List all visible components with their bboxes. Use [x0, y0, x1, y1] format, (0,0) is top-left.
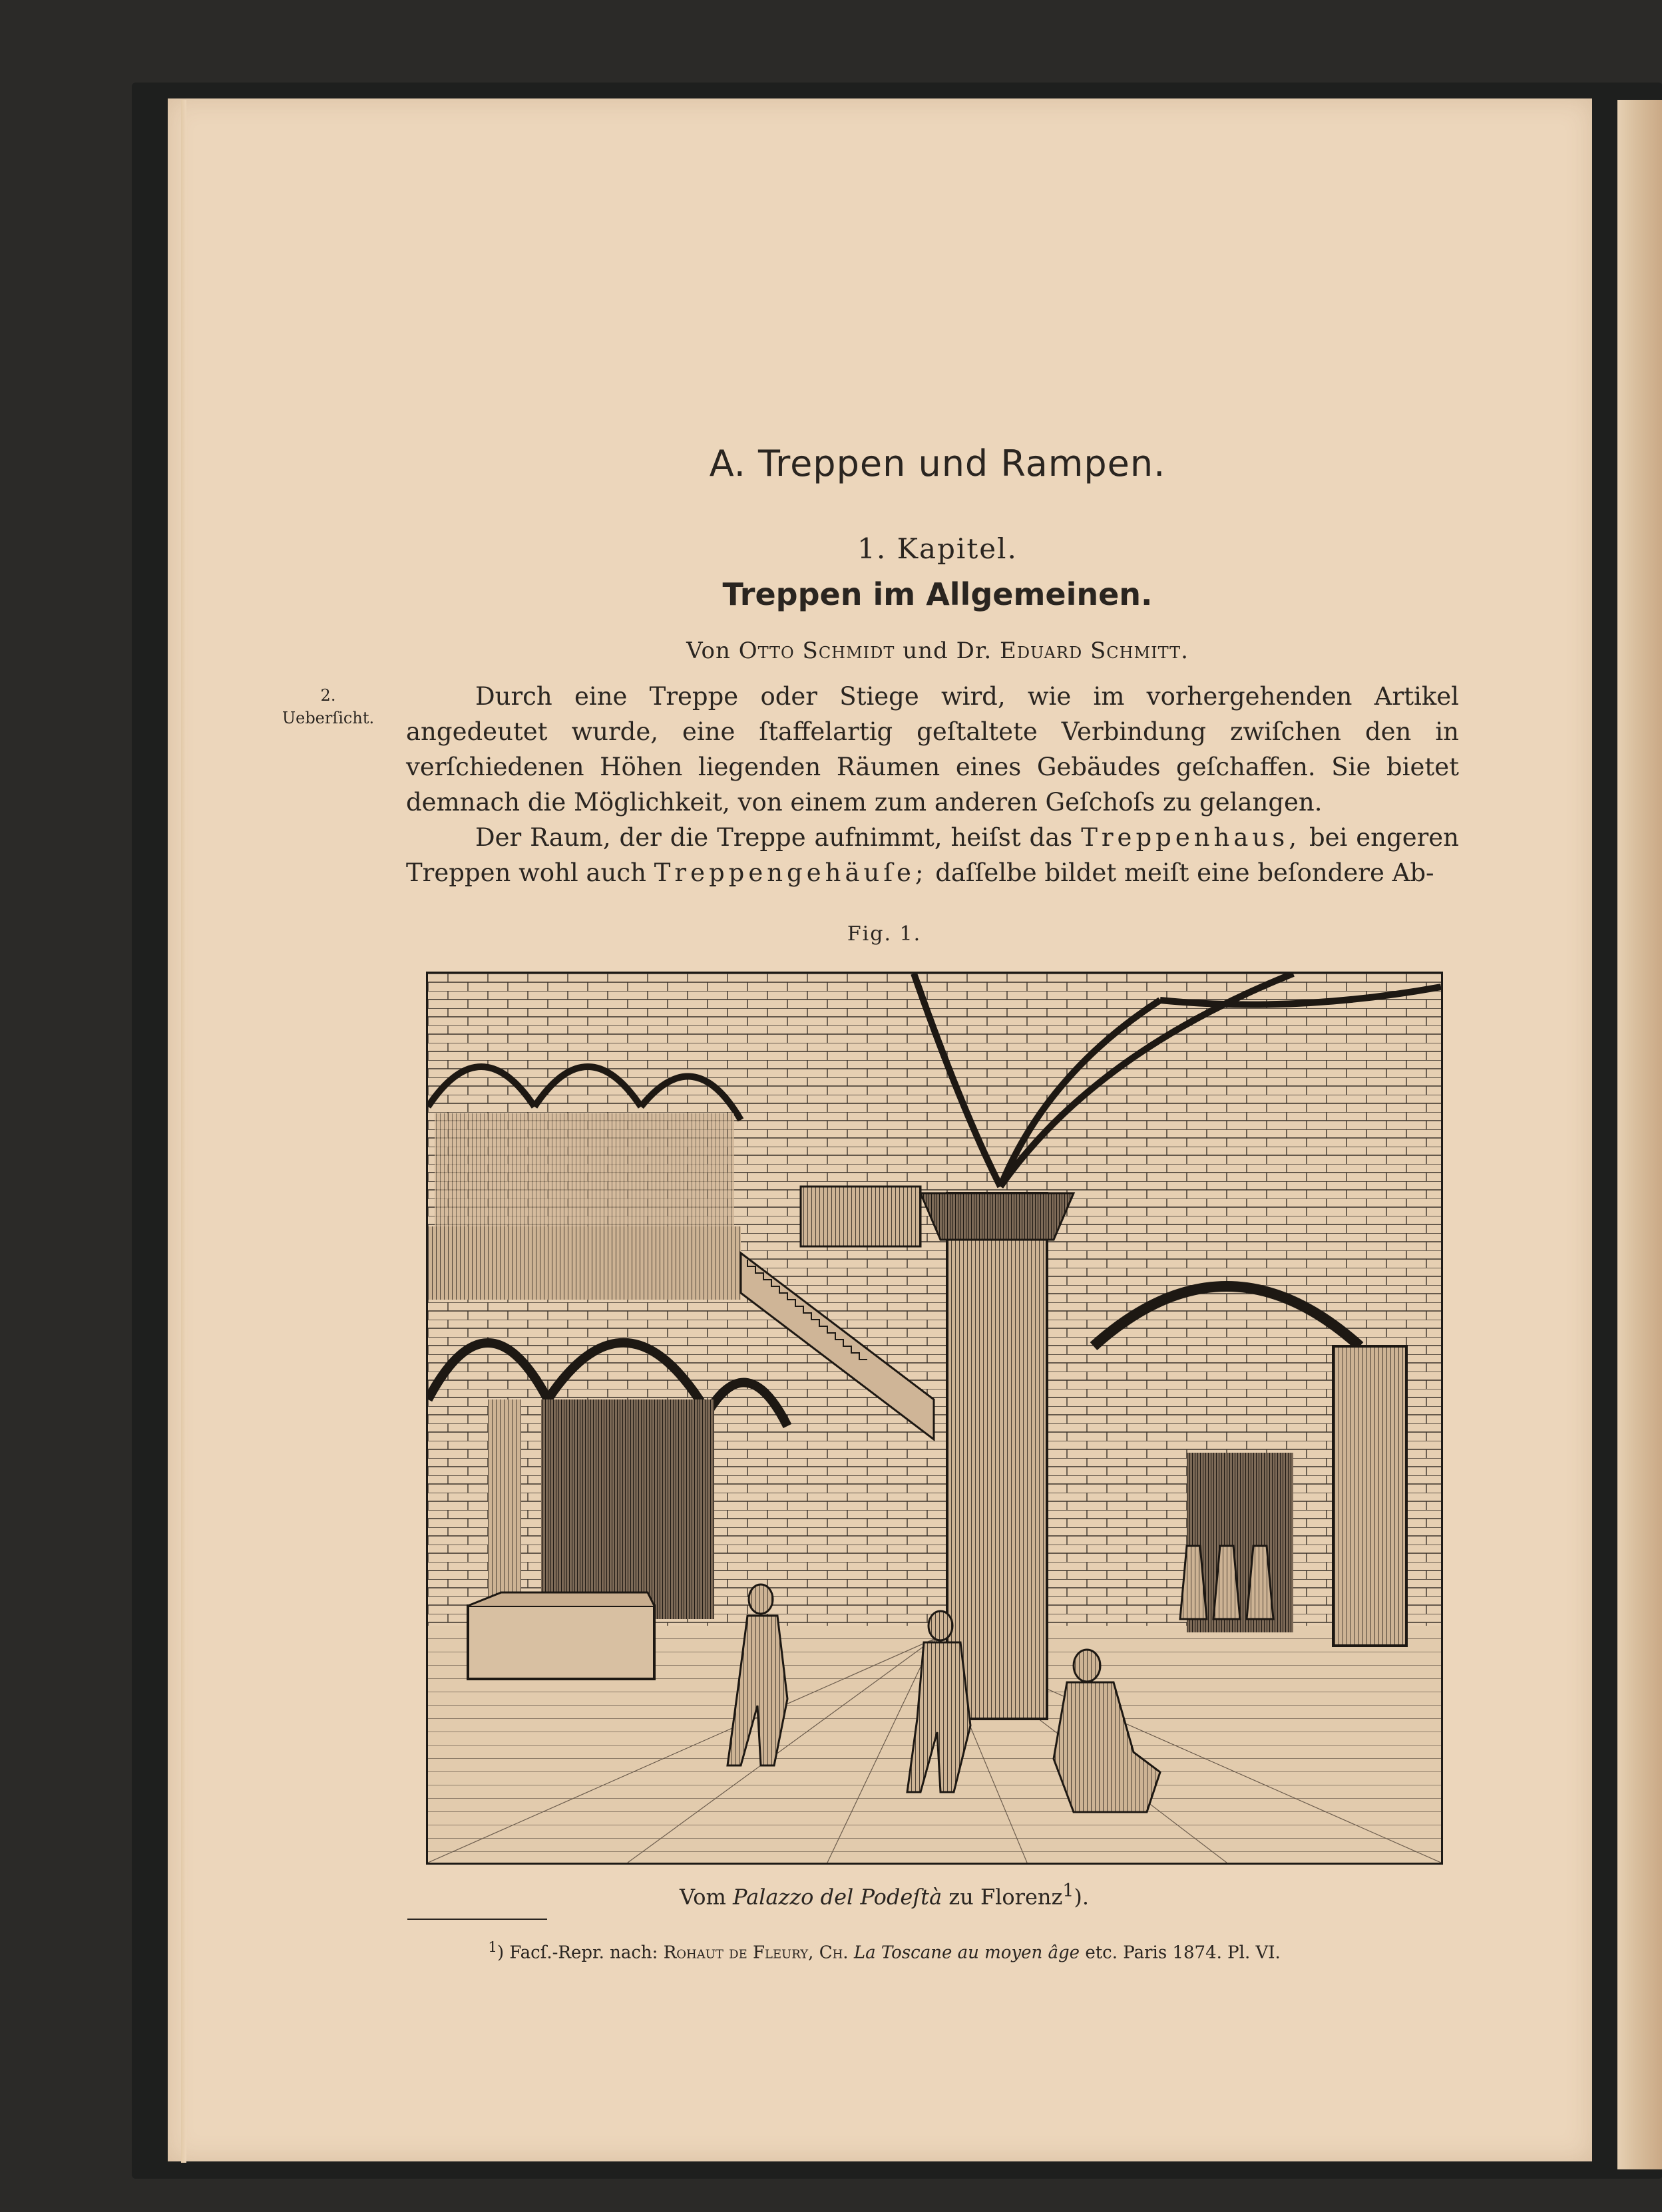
facing-page-edge: [1617, 100, 1662, 2169]
margin-note-label: Ueberſicht.: [282, 709, 375, 727]
footnote-author: Rohaut de Fleury, Ch.: [663, 1942, 849, 1963]
lower-arch-shadow: [541, 1399, 714, 1619]
right-pillar: [1333, 1346, 1406, 1646]
figure-label: Fig. 1.: [847, 922, 922, 946]
background-figures: [1180, 1546, 1273, 1619]
footnote-rest: etc. Paris 1874. Pl. VI.: [1085, 1942, 1281, 1963]
chapter-title: A. Treppen und Rampen.: [709, 443, 1166, 484]
central-pillar: [947, 1193, 1047, 1719]
footnote: [0, 1939, 1662, 1963]
author-eduard-schmitt: Eduard Schmitt.: [1000, 638, 1189, 664]
footnote-title: La Toscane au moyen âge: [853, 1942, 1080, 1963]
margin-note-number: 2.: [320, 686, 336, 705]
balustrade: [428, 1226, 741, 1300]
knight-1-head: [749, 1584, 773, 1614]
chapter-subtitle: Treppen im Allgemeinen.: [722, 576, 1153, 612]
term-treppengehaeuse: Treppengehäuſe;: [654, 858, 928, 887]
knight-2-head: [929, 1611, 952, 1640]
paragraph-2-part-c: daſſelbe bildet meiſt eine beſondere Ab-: [935, 858, 1434, 887]
chapter-number: 1. Kapitel.: [857, 532, 1018, 565]
well-top: [468, 1592, 654, 1606]
caption-italic: Palazzo del Podeſtà: [732, 1884, 942, 1910]
body-text: [406, 679, 1459, 890]
paragraph-2-part-a: Der Raum, der die Treppe aufnimmt, heiſst das: [475, 823, 1073, 852]
caption-pre: Vom: [680, 1884, 726, 1910]
caption-end: ).: [1074, 1884, 1089, 1910]
engraving-illustration: [428, 974, 1441, 1863]
caption-sup: 1: [1062, 1881, 1074, 1901]
figure-caption: [0, 1881, 1662, 1910]
footnote-prefix: ) Facſ.-Repr. nach:: [497, 1942, 658, 1963]
paragraph-2: [406, 820, 1459, 890]
author-otto-schmidt: Otto Schmidt: [738, 638, 895, 664]
term-treppenhaus: Treppenhaus,: [1081, 823, 1301, 852]
well-curb: [468, 1606, 654, 1679]
footnote-marker: 1: [488, 1939, 497, 1956]
authors-und: und Dr.: [903, 638, 992, 664]
caption-post: zu Florenz: [948, 1884, 1063, 1910]
authors-von: Von: [686, 638, 731, 664]
authors-line: [106, 638, 1662, 664]
paragraph-2-part-b: bei engeren Treppen wohl auch: [406, 823, 1460, 887]
balcony: [801, 1187, 921, 1246]
figure-engraving-palazzo-courtyard: [426, 972, 1443, 1865]
knight-3-head: [1074, 1650, 1100, 1682]
page-gutter: [181, 100, 186, 2163]
paragraph-1: Durch eine Treppe oder Stiege wird, wie im vorhergehenden Artikel angedeutet wurde, eine ſtaffelartig geſtaltete Verbindung zwiſchen den in verſchiedenen Höhen liegenden Räumen eines Gebäudes geſchaffen. Sie bietet demnach die Möglichkeit, von einem zum anderen Geſchoſs zu gelangen.: [406, 682, 1459, 817]
footnote-rule: [407, 1919, 547, 1920]
pillar-capital: [921, 1193, 1074, 1240]
